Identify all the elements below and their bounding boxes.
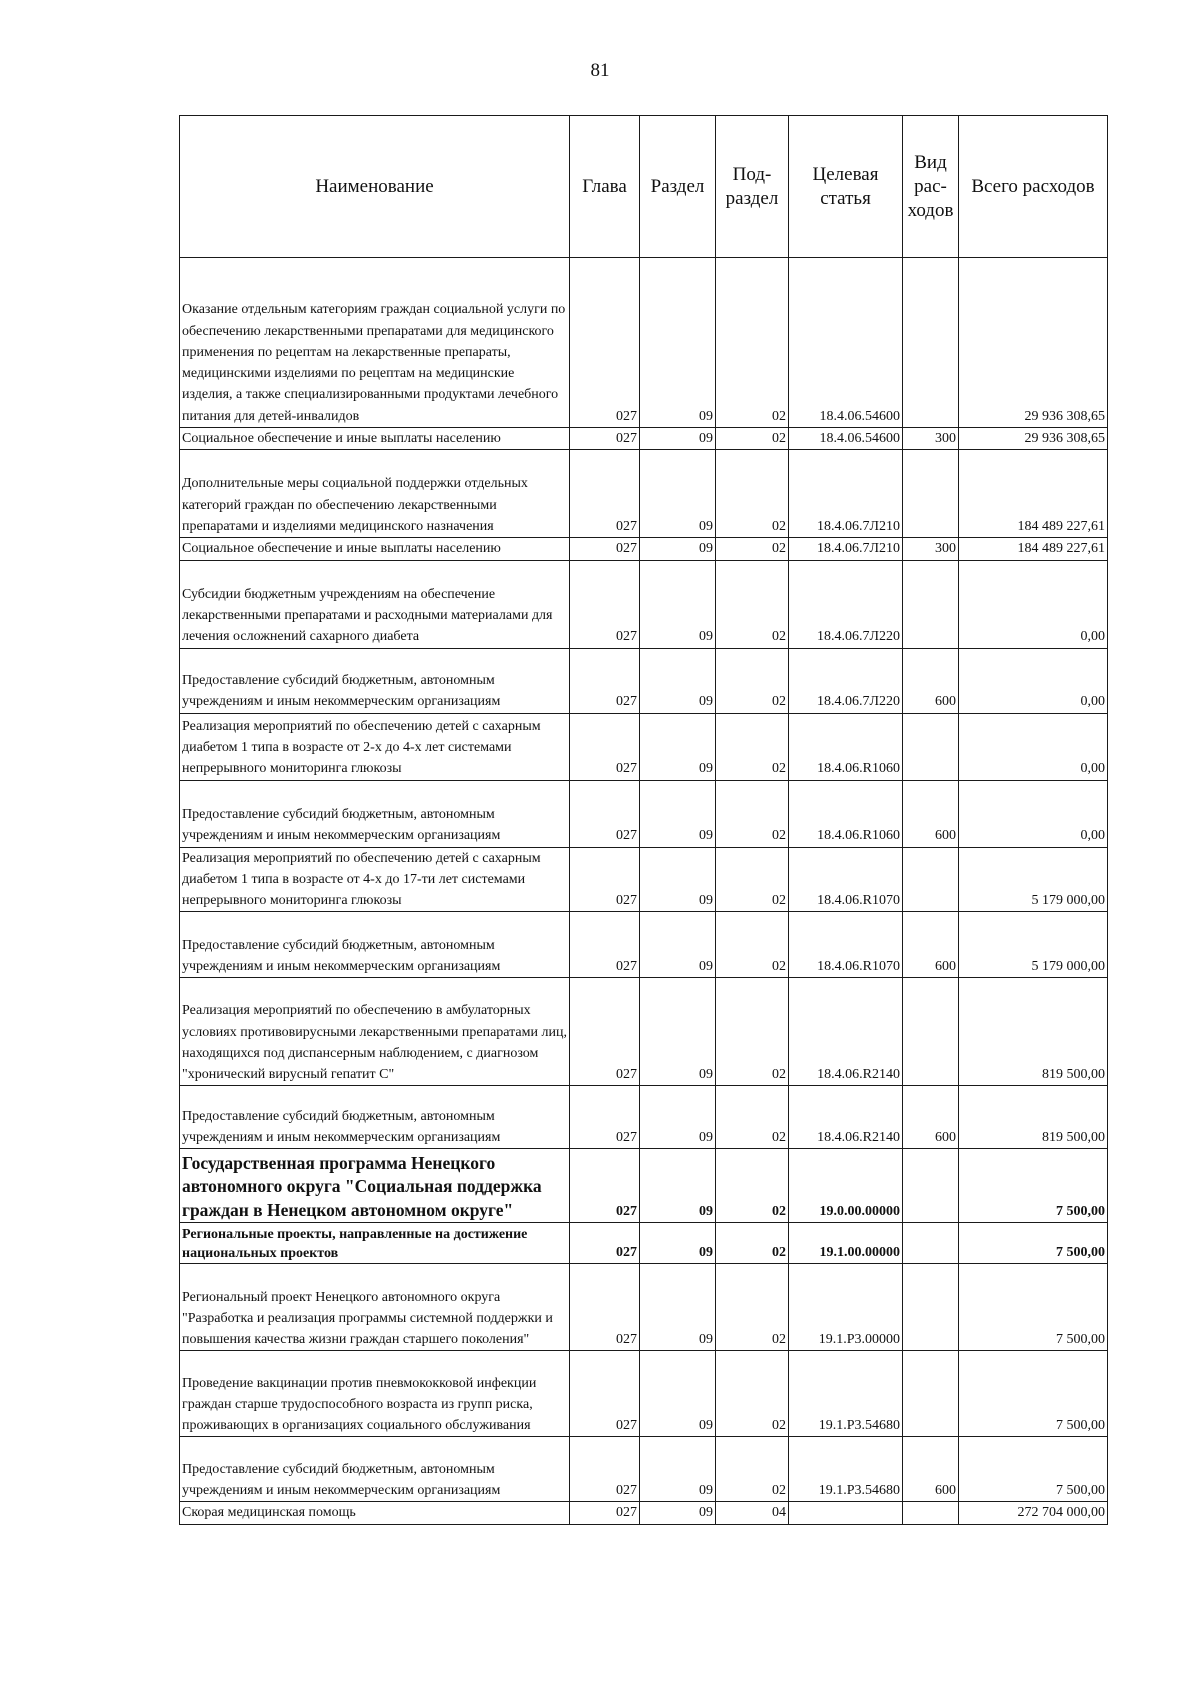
cell-name: Субсидии бюджетным учреждениям на обеспечение лекарственными препаратами и расходными материалами для лечения осложнений сахарного диабета xyxy=(180,560,570,648)
header-section: Раздел xyxy=(640,116,716,258)
budget-table xyxy=(179,115,1108,1525)
table-row xyxy=(180,258,1108,428)
cell-subsection: 02 xyxy=(716,1086,789,1149)
cell-name: Региональный проект Ненецкого автономного округа "Разработка и реализация программы системной поддержки и повышения качества жизни граждан старшего поколения" xyxy=(180,1264,570,1351)
cell-chapter: 027 xyxy=(570,847,640,912)
cell-expense-type xyxy=(903,713,959,780)
cell-name: Региональные проекты, направленные на достижение национальных проектов xyxy=(180,1223,570,1264)
header-name: Наименование xyxy=(180,116,570,258)
cell-expense-type xyxy=(903,1149,959,1223)
cell-section: 09 xyxy=(640,912,716,978)
cell-target xyxy=(789,1502,903,1524)
cell-target: 18.4.06.R1070 xyxy=(789,847,903,912)
cell-target: 18.4.06.R1060 xyxy=(789,780,903,847)
cell-name: Оказание отдельным категориям граждан социальной услуги по обеспечению лекарственными препаратами для медицинского применения по рецептам на лекарственные препараты, медицинскими изделиями по рецептам на медицинские изделия, а также специализированными продуктами лечебного питания для детей-инвалидов xyxy=(180,258,570,428)
cell-chapter: 027 xyxy=(570,912,640,978)
cell-section: 09 xyxy=(640,450,716,538)
cell-section: 09 xyxy=(640,648,716,713)
cell-name: Социальное обеспечение и иные выплаты населению xyxy=(180,538,570,560)
cell-expense-type: 600 xyxy=(903,1437,959,1502)
cell-expense-type xyxy=(903,1502,959,1524)
cell-target: 18.4.06.R2140 xyxy=(789,978,903,1086)
cell-expense-type: 600 xyxy=(903,912,959,978)
cell-section: 09 xyxy=(640,780,716,847)
cell-target: 18.4.06.R2140 xyxy=(789,1086,903,1149)
cell-subsection: 02 xyxy=(716,847,789,912)
cell-section: 09 xyxy=(640,1264,716,1351)
cell-section: 09 xyxy=(640,1086,716,1149)
cell-target: 18.4.06.7Л220 xyxy=(789,560,903,648)
cell-total: 29 936 308,65 xyxy=(959,428,1108,450)
cell-total: 819 500,00 xyxy=(959,1086,1108,1149)
cell-name: Реализация мероприятий по обеспечению детей с сахарным диабетом 1 типа в возрасте от 2-х до 4-х лет системами непрерывного мониторинга глюкозы xyxy=(180,713,570,780)
cell-expense-type xyxy=(903,1351,959,1437)
cell-section: 09 xyxy=(640,1502,716,1524)
table-row xyxy=(180,1351,1108,1437)
table-row xyxy=(180,1437,1108,1502)
cell-subsection: 02 xyxy=(716,428,789,450)
cell-name: Государственная программа Ненецкого автономного округа "Социальная поддержка граждан в Ненецком автономном округе" xyxy=(180,1149,570,1223)
cell-chapter: 027 xyxy=(570,713,640,780)
cell-expense-type xyxy=(903,978,959,1086)
cell-total: 184 489 227,61 xyxy=(959,450,1108,538)
cell-section: 09 xyxy=(640,538,716,560)
cell-target: 19.0.00.00000 xyxy=(789,1149,903,1223)
cell-target: 18.4.06.7Л220 xyxy=(789,648,903,713)
cell-expense-type xyxy=(903,560,959,648)
cell-total: 0,00 xyxy=(959,713,1108,780)
cell-total: 819 500,00 xyxy=(959,978,1108,1086)
table-row xyxy=(180,1086,1108,1149)
cell-expense-type xyxy=(903,1223,959,1264)
cell-subsection: 02 xyxy=(716,912,789,978)
cell-name: Проведение вакцинации против пневмококковой инфекции граждан старше трудоспособного возраста из групп риска, проживающих в организациях социального обслуживания xyxy=(180,1351,570,1437)
header-chapter: Глава xyxy=(570,116,640,258)
table-row xyxy=(180,450,1108,538)
cell-chapter: 027 xyxy=(570,648,640,713)
cell-total: 0,00 xyxy=(959,780,1108,847)
cell-expense-type: 300 xyxy=(903,428,959,450)
cell-chapter: 027 xyxy=(570,450,640,538)
cell-target: 18.4.06.R1070 xyxy=(789,912,903,978)
cell-name: Предоставление субсидий бюджетным, автономным учреждениям и иным некоммерческим организациям xyxy=(180,780,570,847)
table-row xyxy=(180,1264,1108,1351)
cell-target: 18.4.06.R1060 xyxy=(789,713,903,780)
cell-chapter: 027 xyxy=(570,1086,640,1149)
table-row xyxy=(180,560,1108,648)
cell-total: 29 936 308,65 xyxy=(959,258,1108,428)
cell-expense-type: 300 xyxy=(903,538,959,560)
cell-target: 18.4.06.54600 xyxy=(789,258,903,428)
cell-subsection: 02 xyxy=(716,450,789,538)
cell-section: 09 xyxy=(640,978,716,1086)
cell-section: 09 xyxy=(640,713,716,780)
cell-expense-type xyxy=(903,258,959,428)
cell-subsection: 02 xyxy=(716,538,789,560)
cell-total: 7 500,00 xyxy=(959,1223,1108,1264)
cell-section: 09 xyxy=(640,1351,716,1437)
cell-section: 09 xyxy=(640,1437,716,1502)
table-row xyxy=(180,538,1108,560)
table-row xyxy=(180,780,1108,847)
cell-name: Дополнительные меры социальной поддержки отдельных категорий граждан по обеспечению лекарственными препаратами и изделиями медицинского назначения xyxy=(180,450,570,538)
header-expense-type: Вид рас- ходов xyxy=(903,116,959,258)
cell-total: 0,00 xyxy=(959,648,1108,713)
cell-subsection: 02 xyxy=(716,258,789,428)
cell-section: 09 xyxy=(640,428,716,450)
cell-total: 5 179 000,00 xyxy=(959,912,1108,978)
cell-name: Социальное обеспечение и иные выплаты населению xyxy=(180,428,570,450)
cell-target: 19.1.P3.54680 xyxy=(789,1437,903,1502)
cell-name: Предоставление субсидий бюджетным, автономным учреждениям и иным некоммерческим организациям xyxy=(180,1437,570,1502)
cell-subsection: 02 xyxy=(716,560,789,648)
cell-total: 7 500,00 xyxy=(959,1437,1108,1502)
cell-total: 184 489 227,61 xyxy=(959,538,1108,560)
cell-section: 09 xyxy=(640,560,716,648)
cell-subsection: 02 xyxy=(716,1223,789,1264)
cell-total: 5 179 000,00 xyxy=(959,847,1108,912)
table-row xyxy=(180,428,1108,450)
cell-chapter: 027 xyxy=(570,1149,640,1223)
cell-name: Реализация мероприятий по обеспечению детей с сахарным диабетом 1 типа в возрасте от 4-х до 17-ти лет системами непрерывного мониторинга глюкозы xyxy=(180,847,570,912)
cell-section: 09 xyxy=(640,1149,716,1223)
cell-total: 7 500,00 xyxy=(959,1264,1108,1351)
cell-expense-type xyxy=(903,847,959,912)
cell-chapter: 027 xyxy=(570,1502,640,1524)
cell-target: 18.4.06.7Л210 xyxy=(789,450,903,538)
table-header-row xyxy=(180,116,1108,258)
cell-chapter: 027 xyxy=(570,1351,640,1437)
cell-target: 19.1.P3.00000 xyxy=(789,1264,903,1351)
cell-expense-type xyxy=(903,1264,959,1351)
cell-section: 09 xyxy=(640,258,716,428)
cell-section: 09 xyxy=(640,847,716,912)
cell-expense-type: 600 xyxy=(903,1086,959,1149)
cell-chapter: 027 xyxy=(570,428,640,450)
cell-total: 7 500,00 xyxy=(959,1351,1108,1437)
cell-section: 09 xyxy=(640,1223,716,1264)
table-row xyxy=(180,1502,1108,1524)
cell-chapter: 027 xyxy=(570,560,640,648)
cell-name: Предоставление субсидий бюджетным, автономным учреждениям и иным некоммерческим организациям xyxy=(180,1086,570,1149)
table-row xyxy=(180,1149,1108,1223)
cell-subsection: 02 xyxy=(716,1264,789,1351)
cell-target: 18.4.06.54600 xyxy=(789,428,903,450)
table-row xyxy=(180,1223,1108,1264)
cell-name: Реализация мероприятий по обеспечению в амбулаторных условиях противовирусными лекарственными препаратами лиц, находящихся под диспансерным наблюдением, с диагнозом "хронический вирусный гепатит С" xyxy=(180,978,570,1086)
cell-chapter: 027 xyxy=(570,1223,640,1264)
header-subsection: Под- раздел xyxy=(716,116,789,258)
table-row xyxy=(180,978,1108,1086)
cell-target: 19.1.00.00000 xyxy=(789,1223,903,1264)
table-row xyxy=(180,847,1108,912)
cell-total: 0,00 xyxy=(959,560,1108,648)
cell-subsection: 02 xyxy=(716,713,789,780)
header-total: Всего расходов xyxy=(959,116,1108,258)
cell-expense-type xyxy=(903,450,959,538)
cell-chapter: 027 xyxy=(570,780,640,847)
table-row xyxy=(180,713,1108,780)
cell-subsection: 02 xyxy=(716,780,789,847)
header-target: Целевая статья xyxy=(789,116,903,258)
page-number: 81 xyxy=(590,60,610,81)
cell-expense-type: 600 xyxy=(903,648,959,713)
cell-target: 19.1.P3.54680 xyxy=(789,1351,903,1437)
table-row xyxy=(180,912,1108,978)
cell-name: Скорая медицинская помощь xyxy=(180,1502,570,1524)
cell-chapter: 027 xyxy=(570,1437,640,1502)
cell-expense-type: 600 xyxy=(903,780,959,847)
cell-name: Предоставление субсидий бюджетным, автономным учреждениям и иным некоммерческим организациям xyxy=(180,648,570,713)
cell-chapter: 027 xyxy=(570,978,640,1086)
cell-chapter: 027 xyxy=(570,258,640,428)
cell-subsection: 04 xyxy=(716,1502,789,1524)
cell-chapter: 027 xyxy=(570,538,640,560)
cell-target: 18.4.06.7Л210 xyxy=(789,538,903,560)
cell-subsection: 02 xyxy=(716,1149,789,1223)
cell-total: 272 704 000,00 xyxy=(959,1502,1108,1524)
cell-subsection: 02 xyxy=(716,1351,789,1437)
cell-subsection: 02 xyxy=(716,648,789,713)
table-row xyxy=(180,648,1108,713)
cell-subsection: 02 xyxy=(716,978,789,1086)
cell-name: Предоставление субсидий бюджетным, автономным учреждениям и иным некоммерческим организациям xyxy=(180,912,570,978)
cell-subsection: 02 xyxy=(716,1437,789,1502)
cell-chapter: 027 xyxy=(570,1264,640,1351)
cell-total: 7 500,00 xyxy=(959,1149,1108,1223)
